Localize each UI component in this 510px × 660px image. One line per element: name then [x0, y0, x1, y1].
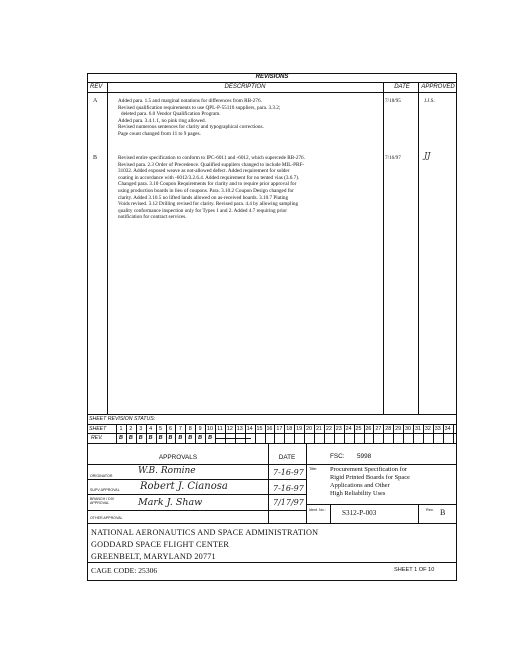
divider	[87, 433, 457, 434]
branch-approval-label: BRANCH / DIV APPROVAL	[90, 497, 115, 505]
divider	[330, 504, 331, 523]
divider	[87, 424, 457, 425]
rev-row-strike	[215, 438, 251, 439]
sheet-number-cell: 2	[129, 426, 133, 432]
supv-approval-date: 7-16-97	[273, 484, 304, 493]
revisions-title: REVISIONS	[255, 74, 289, 80]
agency-center: GODDARD SPACE FLIGHT CENTER	[91, 540, 230, 549]
divider	[418, 82, 419, 414]
sheet-rev-cell: B	[148, 435, 153, 441]
originator-signature: W.B. Romine	[138, 466, 196, 476]
approvals-title: APPROVALS	[158, 454, 198, 461]
divider	[87, 562, 457, 563]
sheet-number-cell: 29	[395, 426, 402, 432]
sheet-number-cell: 16	[266, 426, 273, 432]
document-title-line: Applications and Other	[330, 482, 390, 489]
sheet-revision-status-title: SHEET REVISION STATUS:	[89, 416, 156, 422]
revision-a-rev: A	[93, 98, 98, 104]
sheet-number-cell: 4	[149, 426, 153, 432]
ident-value: S312-P-003	[342, 509, 377, 517]
rev-row-label: REV.	[91, 435, 103, 441]
sheet-rev-cell: B	[128, 435, 133, 441]
sheet-number-cell: 13	[236, 426, 243, 432]
sheet-number-cell: 12	[226, 426, 233, 432]
agency-name: NATIONAL AERONAUTICS AND SPACE ADMINISTRATION	[91, 528, 319, 537]
fsc-label: FSC:	[330, 453, 345, 460]
sheet-number-cell: 34	[444, 426, 451, 432]
sheet-number-cell: 11	[217, 426, 223, 432]
sheet-number-cell: 3	[139, 426, 143, 432]
doc-rev-value: B	[440, 508, 446, 517]
description-column-header: DESCRIPTION	[224, 84, 266, 90]
divider	[87, 443, 457, 444]
branch-approval-date: 7/17/97	[273, 498, 304, 507]
originator-label: ORIGINATOR	[90, 474, 113, 478]
sheet-number-cell: 1	[119, 426, 123, 432]
date-column-header: DATE	[394, 84, 410, 90]
sheet-number-cell: 6	[168, 426, 172, 432]
divider	[87, 494, 306, 495]
sheet-rev-cell: B	[138, 435, 143, 441]
sheet-number-cell: 30	[405, 426, 412, 432]
document-title-line: High Reliability Uses	[330, 490, 386, 497]
document-title-line: Procurement Specification for	[330, 466, 408, 473]
sheet-number-cell: 9	[198, 426, 202, 432]
revision-b-date: 7/16/97	[385, 155, 401, 161]
title-label: Title:	[309, 467, 318, 471]
sheet-rev-cell: B	[198, 435, 203, 441]
sheet-number-cell: 15	[256, 426, 263, 432]
sheet-row-label: SHEET	[89, 426, 107, 432]
divider	[383, 82, 384, 414]
sheet-number-cell: 7	[178, 426, 182, 432]
supv-approval-signature: Robert J. Cianosa	[140, 481, 228, 492]
document-title	[330, 466, 455, 498]
supv-approval-label: SUPV APPROVAL	[90, 488, 120, 492]
revision-b-description: Revised entire specification to conform to IPC-6011 and -6012, which supercede RB-276. Revised para. 2.3 Order of Precedence. Qualified suppliers changed to include MIL-PRF- 31032. Added exposed weave as not-allowed defect. Added requirement for solder coating in accordance with -6012/3.2.6.4. Added requirement for no tented vias (3.6.7). Changed para. 3.10 Coupon Requirements for clarity and to require prior approval for using production boards in lieu of coupons. Para. 3.10.2 Coupon Design changed for clarity. Added 3.10.5 no lifted lands allowed on as-received boards. 3.10.7 Plating Voids revised. 3.12 Drilling revised for clarity. Revised para. 4.4 by allowing sampling quality conformance inspection only for Types 1 and 2. Added 4.7 requiring prior notification for contract services.	[118, 155, 305, 221]
sheet-number-cell: 19	[296, 426, 303, 432]
sheet-number-cell: 8	[188, 426, 192, 432]
branch-approval-signature: Mark J. Shaw	[138, 497, 203, 508]
sheet-number-cell: 31	[414, 426, 421, 432]
sheet-number-cell: 22	[325, 426, 332, 432]
sheet-number-cell: 24	[345, 426, 352, 432]
approved-column-header: APPROVED	[421, 84, 455, 90]
sheet-rev-cell: B	[178, 435, 183, 441]
sheet-number-cell: 14	[246, 426, 253, 432]
sheet-number-cell: 32	[424, 426, 431, 432]
revision-a-date: 7/18/95	[385, 98, 401, 104]
divider	[87, 523, 457, 524]
divider	[418, 504, 419, 523]
sheet-rev-cell: B	[168, 435, 173, 441]
divider	[107, 82, 108, 414]
rev-column-header: REV	[90, 84, 103, 90]
sheet-rev-cell: B	[158, 435, 163, 441]
divider	[453, 424, 454, 443]
sheet-number-cell: 18	[286, 426, 293, 432]
sheet-number: SHEET 1 OF 10	[394, 567, 435, 573]
revision-b-rev: B	[93, 155, 98, 161]
sheet-number-cell: 21	[315, 426, 322, 432]
divider	[87, 82, 457, 83]
revision-b-approved: JJ	[424, 151, 431, 160]
sheet-number-cell: 10	[207, 426, 214, 432]
divider	[87, 464, 457, 465]
sheet-number-cell: 5	[159, 426, 163, 432]
divider	[87, 92, 457, 93]
revision-a-description: Added para. 1.5 and marginal notations for differences from RB-276. Revised qualification requirements to use QPL-P-55110 suppliers, para. 3.3.2; deleted para. 6.0 Vendor Qualification Program. Added para. 3.4.1.1, no pink ring allowed. Revised numerous sentences for clarity and typographical corrections. Page count changed from 11 to 9 pages.	[118, 98, 281, 137]
approvals-date-header: DATE	[278, 454, 296, 461]
divider	[268, 443, 269, 523]
divider	[306, 443, 307, 523]
sheet-rev-cell: B	[188, 435, 193, 441]
document-title-line: Rigid Printed Boards for Space	[330, 474, 410, 481]
divider	[87, 479, 306, 480]
sheet-number-cell: 17	[276, 426, 283, 432]
revision-a-approved: J.J.S.	[424, 98, 435, 104]
sheet-number-cell: 20	[306, 426, 313, 432]
sheet-number-cell: 27	[375, 426, 382, 432]
doc-rev-label: Rev.	[426, 508, 434, 512]
ident-label: Ident. No.:	[309, 508, 326, 512]
fsc-value: 5998	[357, 453, 372, 460]
sheet-rev-cell: B	[208, 435, 212, 441]
cage-code: CAGE CODE: 25306	[91, 566, 158, 575]
sheet-number-cell: 23	[335, 426, 342, 432]
divider	[306, 504, 457, 505]
sheet-number-cell: 26	[365, 426, 372, 432]
originator-date: 7-16-97	[273, 468, 304, 477]
agency-address: GREENBELT, MARYLAND 20771	[91, 552, 216, 561]
other-approval-label: OTHER APPROVAL	[90, 516, 123, 520]
sheet-number-cell: 33	[434, 426, 441, 432]
divider	[87, 510, 306, 511]
sheet-number-cell: 28	[385, 426, 392, 432]
sheet-rev-cell: B	[118, 435, 123, 441]
divider	[87, 414, 457, 415]
sheet-number-cell: 25	[355, 426, 362, 432]
